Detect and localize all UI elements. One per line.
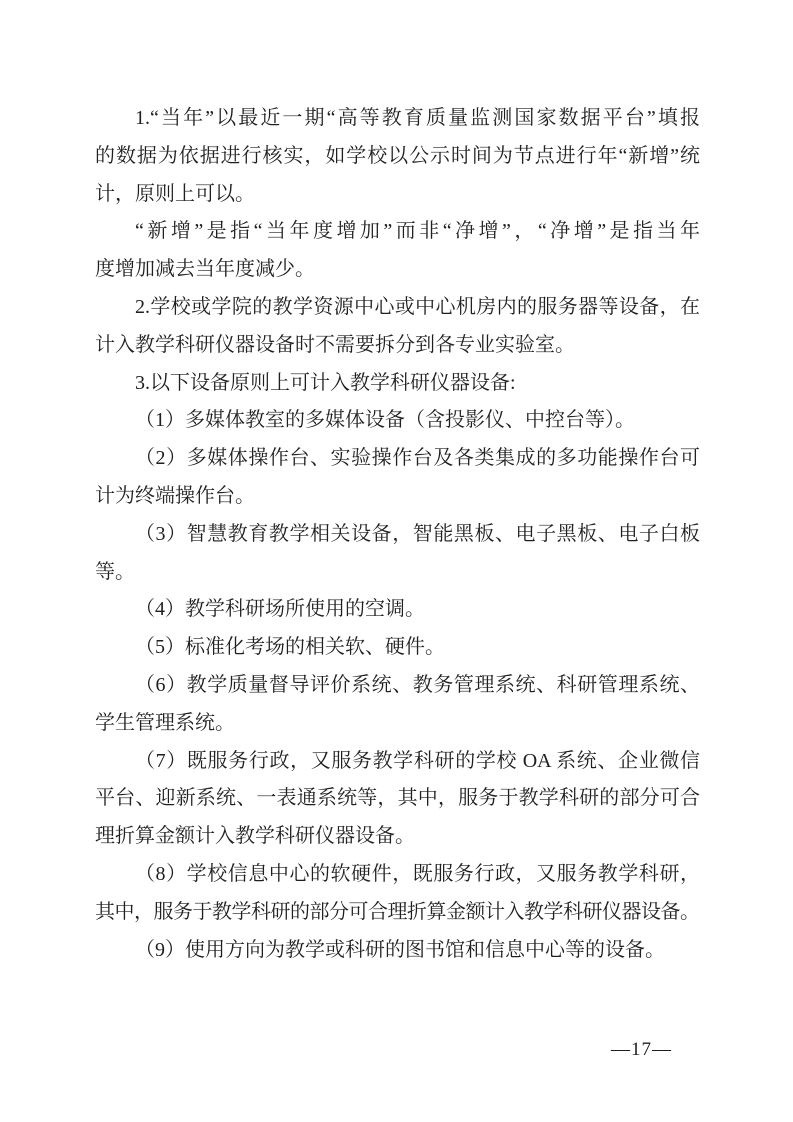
text-line: 计入教学科研仪器设备时不需要拆分到各专业实验室。 bbox=[95, 333, 575, 356]
paragraph bbox=[95, 365, 700, 403]
paragraph bbox=[95, 629, 700, 667]
paragraph bbox=[95, 856, 700, 932]
text-line: 计，原则上可以。 bbox=[95, 182, 255, 205]
text-line: （7）既服务行政，又服务教学科研的学校 OA 系统、企业微信 bbox=[135, 749, 700, 772]
text-line: （3）智慧教育教学相关设备，智能黑板、电子黑板、电子白板 bbox=[135, 522, 700, 545]
text-line: （2）多媒体操作台、实验操作台及各类集成的多功能操作台可 bbox=[135, 447, 700, 470]
page-number: —17— bbox=[611, 1039, 672, 1060]
text-line: 学生管理系统。 bbox=[95, 711, 235, 734]
text-line: （1）多媒体教室的多媒体设备（含投影仪、中控台等）。 bbox=[135, 409, 635, 432]
text-line: 平台、迎新系统、一表通系统等，其中，服务于教学科研的部分可合 bbox=[95, 787, 700, 810]
text-line: （4）教学科研场所使用的空调。 bbox=[135, 598, 425, 621]
paragraph bbox=[95, 440, 700, 516]
paragraph bbox=[95, 516, 700, 592]
text-line: 的数据为依据进行核实，如学校以公示时间为节点进行年“新增”统 bbox=[95, 144, 700, 167]
text-line: （9）使用方向为教学或科研的图书馆和信息中心等的设备。 bbox=[135, 938, 665, 961]
text-line: 度增加减去当年度减少。 bbox=[95, 258, 315, 281]
paragraph bbox=[95, 402, 700, 440]
paragraph bbox=[95, 667, 700, 743]
text-line: 2.学校或学院的教学资源中心或中心机房内的服务器等设备，在 bbox=[135, 295, 700, 318]
paragraph bbox=[95, 213, 700, 289]
paragraph bbox=[95, 932, 700, 970]
text-line: 1.“当年”以最近一期“高等教育质量监测国家数据平台”填报 bbox=[135, 107, 700, 129]
text-line: （8）学校信息中心的软硬件，既服务行政，又服务教学科研， bbox=[135, 862, 700, 885]
text-line: （5）标准化考场的相关软、硬件。 bbox=[135, 636, 445, 659]
document-body bbox=[95, 100, 700, 969]
text-line: 等。 bbox=[95, 560, 135, 583]
text-line: （6）教学质量督导评价系统、教务管理系统、科研管理系统、 bbox=[135, 673, 700, 696]
paragraph bbox=[95, 289, 700, 365]
paragraph bbox=[95, 591, 700, 629]
text-line: “新增”是指“当年度增加”而非“净增”，“净增”是指当年 bbox=[135, 220, 700, 243]
text-line: 理折算金额计入教学科研仪器设备。 bbox=[95, 825, 415, 848]
text-line: 3.以下设备原则上可计入教学科研仪器设备: bbox=[135, 371, 516, 394]
text-line: 其中，服务于教学科研的部分可合理折算金额计入教学科研仪器设备。 bbox=[95, 900, 700, 923]
paragraph bbox=[95, 100, 700, 213]
paragraph bbox=[95, 743, 700, 856]
text-line: 计为终端操作台。 bbox=[95, 484, 255, 507]
